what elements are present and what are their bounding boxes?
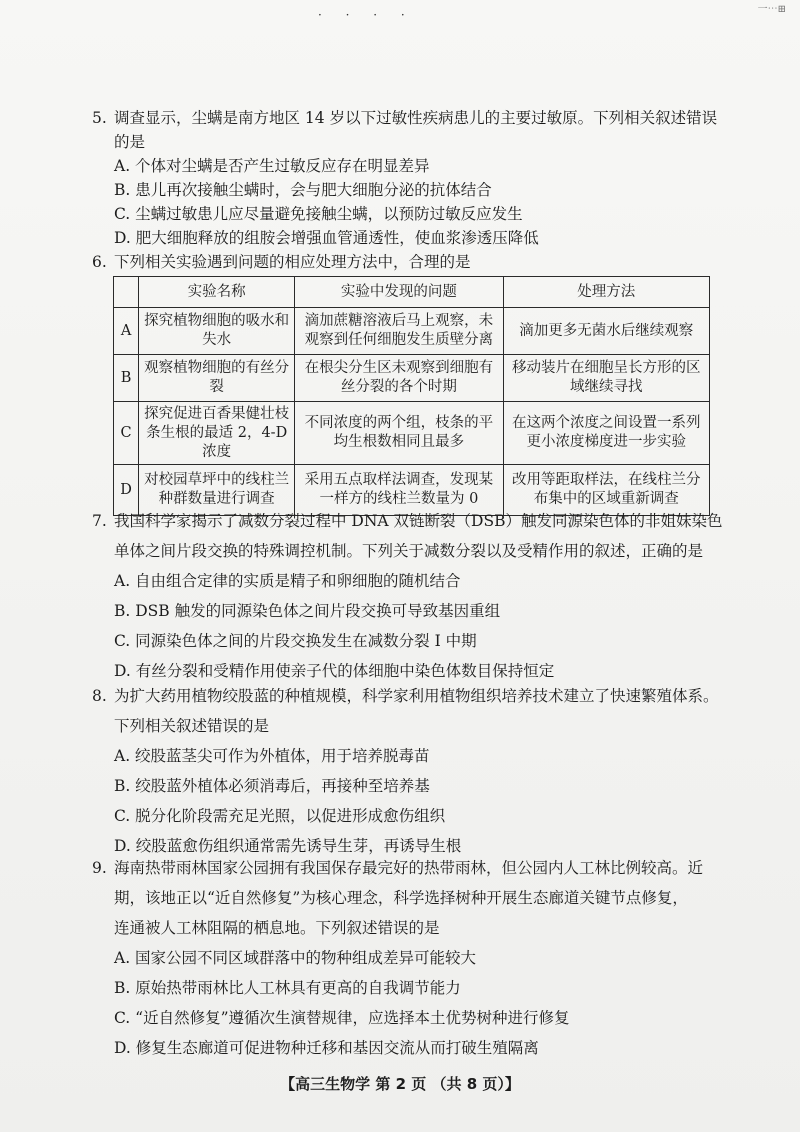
- experiment-problem: 采用五点取样法调查，发现某一样方的线柱兰数量为 0: [295, 465, 503, 516]
- top-dots: · · · ·: [318, 8, 415, 22]
- table-header: 处理方法: [503, 277, 709, 308]
- question-5: [92, 106, 732, 250]
- page-footer: 【高三生物学 第 2 页 （共 8 页）】: [280, 1075, 520, 1093]
- option-c: C. 尘螨过敏患儿应尽量避免接触尘螨，以预防过敏反应发生: [114, 205, 523, 223]
- question-number: 7.: [92, 512, 107, 530]
- question-stem-line: 连通被人工林阻隔的栖息地。下列叙述错误的是: [114, 919, 440, 937]
- option-b: B. 绞股蓝外植体必须消毒后，再接种至培养基: [114, 777, 430, 795]
- question-stem-line: 期，该地正以“近自然修复”为核心理念，科学选择树种开展生态廊道关键节点修复，: [114, 889, 688, 907]
- table-row: [114, 308, 710, 355]
- table-header-empty: [114, 277, 139, 308]
- question-7: [92, 506, 732, 686]
- experiment-problem: 在根尖分生区未观察到细胞有丝分裂的各个时期: [295, 355, 503, 402]
- experiment-name: 探究植物细胞的吸水和失水: [139, 308, 295, 355]
- experiment-method: 滴加更多无菌水后继续观察: [503, 308, 709, 355]
- option-c: C. 脱分化阶段需充足光照，以促进形成愈伤组织: [114, 807, 446, 825]
- question-stem-line: 的是: [114, 133, 146, 151]
- question-stem-line: 单体之间片段交换的特殊调控机制。下列关于减数分裂以及受精作用的叙述，正确的是: [114, 542, 704, 560]
- option-b: B. 患儿再次接触尘螨时，会与肥大细胞分泌的抗体结合: [114, 181, 492, 199]
- question-6: [92, 250, 732, 274]
- table-header: 实验中发现的问题: [295, 277, 503, 308]
- option-c: C. “近自然修复”遵循次生演替规律，应选择本土优势树种进行修复: [114, 1009, 570, 1027]
- option-b: B. 原始热带雨林比人工林具有更高的自我调节能力: [114, 979, 461, 997]
- option-b: B. DSB 触发的同源染色体之间片段交换可导致基因重组: [114, 602, 501, 620]
- option-a: A. 国家公园不同区域群落中的物种组成差异可能较大: [114, 949, 477, 967]
- question-stem-line: 为扩大药用植物绞股蓝的种植规模，科学家利用植物组织培养技术建立了快速繁殖体系。: [114, 687, 719, 705]
- question-number: 6.: [92, 253, 107, 271]
- option-d: D. 肥大细胞释放的组胺会增强血管通透性，使血浆渗透压降低: [114, 229, 539, 247]
- question-stem-line: 调查显示，尘螨是南方地区 14 岁以下过敏性疾病患儿的主要过敏原。下列相关叙述错误: [114, 109, 718, 127]
- row-label: B: [114, 355, 139, 402]
- corner-mark: 一⋯⊞: [757, 4, 786, 15]
- table-header: 实验名称: [139, 277, 295, 308]
- experiment-name: 探究促进百香果健壮枝条生根的最适 2，4-D 浓度: [139, 402, 295, 465]
- row-label: A: [114, 308, 139, 355]
- question-9-stem: [92, 853, 732, 883]
- option-a: A. 绞股蓝茎尖可作为外植体，用于培养脱毒苗: [114, 747, 430, 765]
- table-row: [114, 355, 710, 402]
- table-row: [114, 402, 710, 465]
- experiment-method: 在这两个浓度之间设置一系列更小浓度梯度进一步实验: [503, 402, 709, 465]
- question-5-stem: [92, 106, 732, 130]
- experiment-method: 改用等距取样法，在线柱兰分布集中的区域重新调查: [503, 465, 709, 516]
- option-c: C. 同源染色体之间的片段交换发生在减数分裂 I 中期: [114, 632, 477, 650]
- question-stem-line: 下列相关实验遇到问题的相应处理方法中，合理的是: [114, 253, 471, 271]
- question-stem-line: 海南热带雨林国家公园拥有我国保存最完好的热带雨林，但公园内人工林比例较高。近: [114, 859, 704, 877]
- question-8-stem: [92, 681, 732, 711]
- experiment-method: 移动装片在细胞呈长方形的区域继续寻找: [503, 355, 709, 402]
- question-7-stem: [92, 506, 732, 536]
- option-d: D. 有丝分裂和受精作用使亲子代的体细胞中染色体数目保持恒定: [114, 662, 555, 680]
- question-number: 9.: [92, 859, 107, 877]
- experiment-problem: 滴加蔗糖溶液后马上观察，未观察到任何细胞发生质壁分离: [295, 308, 503, 355]
- question-number: 5.: [92, 109, 107, 127]
- question-8: [92, 681, 732, 861]
- experiment-problem: 不同浓度的两个组，枝条的平均生根数相同且最多: [295, 402, 503, 465]
- question-stem-line: 我国科学家揭示了减数分裂过程中 DNA 双链断裂（DSB）触发同源染色体的非姐妹染色: [114, 512, 723, 530]
- question-9: [92, 853, 732, 1063]
- experiment-table: [113, 276, 710, 516]
- option-d: D. 绞股蓝愈伤组织通常需先诱导生芽，再诱导生根: [114, 837, 462, 855]
- option-d: D. 修复生态廊道可促进物种迁移和基因交流从而打破生殖隔离: [114, 1039, 539, 1057]
- table-header-row: [114, 277, 710, 308]
- question-stem-line: 下列相关叙述错误的是: [114, 717, 270, 735]
- option-a: A. 个体对尘螨是否产生过敏反应存在明显差异: [114, 157, 430, 175]
- experiment-name: 观察植物细胞的有丝分裂: [139, 355, 295, 402]
- experiment-name: 对校园草坪中的线柱兰种群数量进行调查: [139, 465, 295, 516]
- option-a: A. 自由组合定律的实质是精子和卵细胞的随机结合: [114, 572, 461, 590]
- row-label: C: [114, 402, 139, 465]
- question-number: 8.: [92, 687, 107, 705]
- row-label: D: [114, 465, 139, 516]
